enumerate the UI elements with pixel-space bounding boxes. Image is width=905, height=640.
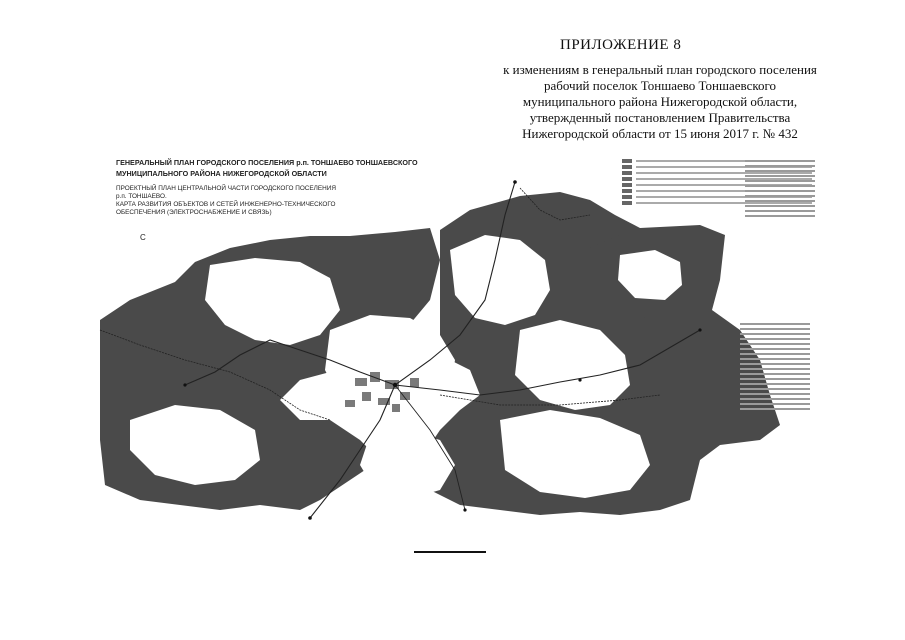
map-title-line: ГЕНЕРАЛЬНЫЙ ПЛАН ГОРОДСКОГО ПОСЕЛЕНИЯ р.п. ТОНШАЕВО ТОНШАЕВСКОГО	[116, 158, 418, 167]
map-subtitle-line: КАРТА РАЗВИТИЯ ОБЪЕКТОВ И СЕТЕЙ ИНЖЕНЕРНО-ТЕХНИЧЕСКОГО	[116, 201, 336, 208]
map-legend-secondary	[745, 157, 815, 257]
bottom-rule	[414, 551, 486, 553]
clearing-center	[325, 315, 455, 425]
map-subtitle	[116, 185, 376, 217]
appendix-line: к изменениям в генеральный план городского поселения	[503, 62, 817, 77]
map-title	[116, 157, 476, 179]
appendix-title: ПРИЛОЖЕНИЕ 8	[560, 37, 682, 53]
map-terrain	[100, 192, 780, 515]
appendix-line: Нижегородской области от 15 июня 2017 г. № 432	[522, 126, 798, 141]
map-title-line: МУНИЦИПАЛЬНОГО РАЙОНА НИЖЕГОРОДСКОЙ ОБЛАСТИ	[116, 169, 327, 178]
appendix-line: рабочий поселок Тоншаево Тоншаевского	[543, 78, 777, 93]
map-subtitle-line: ПРОЕКТНЫЙ ПЛАН ЦЕНТРАЛЬНОЙ ЧАСТИ ГОРОДСКОГО ПОСЕЛЕНИЯ	[116, 185, 336, 192]
appendix-line: утвержденный постановлением Правительства	[529, 110, 791, 125]
map-subtitle-line: р.п. ТОНШАЕВО.	[116, 193, 167, 200]
north-label: С	[140, 233, 146, 242]
map-legend-tertiary	[740, 320, 810, 500]
map-subtitle-line: ОБЕСПЕЧЕНИЯ (ЭЛЕКТРОСНАБЖЕНИЕ И СВЯЗЬ)	[116, 209, 272, 216]
appendix-line: муниципального района Нижегородской области,	[522, 94, 798, 109]
